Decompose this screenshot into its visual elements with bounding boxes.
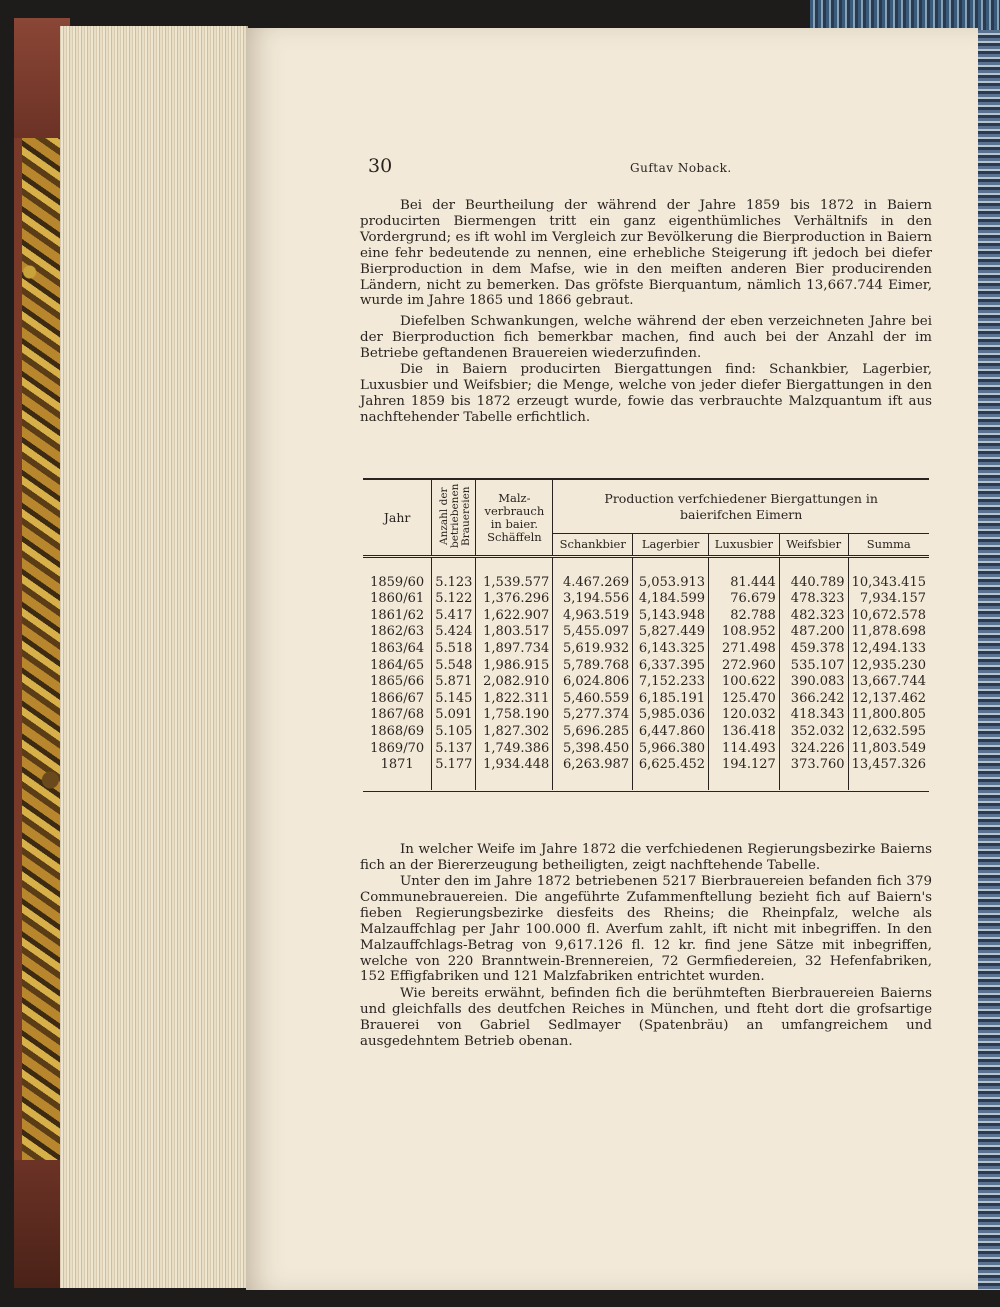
paragraph-3: Die in Baiern producirten Biergattungen find: Schankbier, Lagerbier, Luxusbier und Weifsbier; die Menge, welche von jeder diefer Biergattungen in den Jahren 1859 bis 1872 erzeugt wurde, fowie das verbrauchte Malzquantum ift aus nachftehender Tabelle erfichtlich. bbox=[360, 362, 932, 425]
table-cell: 1864/65 bbox=[363, 658, 432, 675]
table-cell: 5,143.948 bbox=[633, 608, 709, 625]
table-cell: 81.444 bbox=[709, 575, 780, 592]
table-cell: 1869/70 bbox=[363, 741, 432, 758]
table-cell: 2,082.910 bbox=[476, 674, 553, 691]
table-cell: 5.417 bbox=[432, 608, 476, 625]
table-row bbox=[363, 707, 929, 724]
table-cell: 11,800.805 bbox=[851, 707, 926, 723]
table-cell: 7,152.233 bbox=[633, 674, 709, 691]
table-cell: 1,897.734 bbox=[476, 641, 553, 658]
table-cell: 324.226 bbox=[779, 741, 848, 758]
table-cell: 12,632.595 bbox=[851, 723, 926, 739]
header-production: Production verfchiedener Biergattungen in baierifchen Eimern bbox=[553, 480, 929, 534]
table-row bbox=[363, 691, 929, 708]
page-stack-edge bbox=[60, 26, 248, 1288]
table-cell: 5,619.932 bbox=[553, 641, 633, 658]
table-cell: 373.760 bbox=[779, 757, 848, 774]
table-cell: 5.122 bbox=[432, 591, 476, 608]
header-summa: Summa bbox=[848, 534, 929, 557]
header-malz: Malz-verbrauch in baier. Schäffeln bbox=[476, 480, 553, 557]
paragraph-5: Unter den im Jahre 1872 betriebenen 5217 Bierbrauereien befanden fich 379 Communebrauereien. Die angeführte Zufammenftellung bezieht fich auf Baiern's fieben Regierungsbezirke diesfeits des Rheins; die Rheinpfalz, welche als Malzauffchlag per Jahr 100.000 fl. Averfum zahlt, ift nicht mit inbegriffen. In den Malzauffchlags-Betrag von 9,617.126 fl. 12 kr. find jene Sätze mit inbegriffen, welche von 220 Branntwein-Brennereien, 72 Germfiedereien, 32 Hefenfabriken, 152 Effigfabriken und 121 Malzfabriken entrichtet wurden. bbox=[360, 874, 932, 985]
table-row bbox=[363, 757, 929, 774]
table-spacer bbox=[363, 557, 929, 575]
table-cell: 6,625.452 bbox=[633, 757, 709, 774]
table-cell: 5.424 bbox=[432, 624, 476, 641]
table-cell: 5,053.913 bbox=[633, 575, 709, 592]
table-cell: 13,667.744 bbox=[851, 674, 926, 690]
paragraph-1: Bei der Beurtheilung der während der Jahre 1859 bis 1872 in Baiern producirten Biermengen tritt ein ganz eigenthümliches Verhältnifs in den Vordergrund; es ift wohl im Vergleich zur Bevölkerung die Bierproduction in Baiern eine fehr bedeutende zu nennen, eine erhebliche Steigerung ift jedoch bei diefer Bierproduction in dem Mafse, wie in den meiften anderen Bier producirenden Ländern, nicht zu bemerken. Das gröfste Bierquantum, nämlich 13,667.744 Eimer, wurde im Jahre 1865 und 1866 gebraut. bbox=[360, 198, 932, 309]
table-cell: 6,337.395 bbox=[633, 658, 709, 675]
table-cell: 5.091 bbox=[432, 707, 476, 724]
table-filler bbox=[363, 774, 929, 791]
table-cell: 5,966.380 bbox=[633, 741, 709, 758]
paragraph-6: Wie bereits erwähnt, befinden fich die berühmteften Bierbrauereien Baierns und gleichfalls des deutfchen Reiches in München, und fteht dort die grofsartige Brauerei von Gabriel Sedlmayer (Spatenbräu) an umfangreichem und ausgedehntem Betrieb obenan. bbox=[360, 986, 932, 1049]
table-cell: 1865/66 bbox=[363, 674, 432, 691]
table-cell: 478.323 bbox=[779, 591, 848, 608]
header-anzahl: Anzahl der betriebenen Brauereien bbox=[432, 480, 476, 557]
table-cell: 76.679 bbox=[709, 591, 780, 608]
table-cell: 12,137.462 bbox=[851, 690, 926, 706]
table-cell: 5,277.374 bbox=[553, 707, 633, 724]
table-cell: 108.952 bbox=[709, 624, 780, 641]
table-cell: 5,455.097 bbox=[553, 624, 633, 641]
table-cell: 125.470 bbox=[709, 691, 780, 708]
table-cell: 5.123 bbox=[432, 575, 476, 592]
table-cell: 10,672.578 bbox=[851, 607, 926, 623]
table-cell: 366.242 bbox=[779, 691, 848, 708]
table-cell: 12,494.133 bbox=[851, 640, 926, 656]
table-cell: 6,185.191 bbox=[633, 691, 709, 708]
paragraph-2: Diefelben Schwankungen, welche während der eben verzeichneten Jahre bei der Bierproduction fich bemerkbar machen, find auch bei der Anzahl der im Betriebe geftandenen Brauereien wiederzufinden. bbox=[360, 314, 932, 361]
book-edge-right bbox=[975, 30, 1000, 1290]
table-cell: 5.518 bbox=[432, 641, 476, 658]
beer-production-table bbox=[363, 480, 929, 790]
table-cell: 3,194.556 bbox=[553, 591, 633, 608]
table-cell: 5.145 bbox=[432, 691, 476, 708]
table-cell: 6,143.325 bbox=[633, 641, 709, 658]
header-schankbier: Schankbier bbox=[553, 534, 633, 557]
table-cell: 1861/62 bbox=[363, 608, 432, 625]
table-body bbox=[363, 557, 929, 791]
table-cell: 6,024.806 bbox=[553, 674, 633, 691]
table-cell: 5,398.450 bbox=[553, 741, 633, 758]
table-cell: 5.105 bbox=[432, 724, 476, 741]
table-cell: 6,263.987 bbox=[553, 757, 633, 774]
table-cell: 1,539.577 bbox=[476, 575, 553, 592]
table-cell: 1,986.915 bbox=[476, 658, 553, 675]
table-cell: 194.127 bbox=[709, 757, 780, 774]
table-cell: 12,935.230 bbox=[851, 657, 926, 673]
table-cell: 271.498 bbox=[709, 641, 780, 658]
table-cell: 1871 bbox=[363, 757, 432, 774]
table-row bbox=[363, 724, 929, 741]
table-cell: 136.418 bbox=[709, 724, 780, 741]
table-row bbox=[363, 658, 929, 675]
table-row bbox=[363, 608, 929, 625]
table-cell: 5.871 bbox=[432, 674, 476, 691]
table-cell: 1863/64 bbox=[363, 641, 432, 658]
table-cell: 5,460.559 bbox=[553, 691, 633, 708]
table-cell: 120.032 bbox=[709, 707, 780, 724]
header-jahr: Jahr bbox=[363, 480, 432, 557]
table-row bbox=[363, 641, 929, 658]
table-cell: 1,827.302 bbox=[476, 724, 553, 741]
header-weissbier: Weifsbier bbox=[779, 534, 848, 557]
table-cell: 1,376.296 bbox=[476, 591, 553, 608]
table-cell: 5,985.036 bbox=[633, 707, 709, 724]
table-cell: 4,963.519 bbox=[553, 608, 633, 625]
table-cell: 1868/69 bbox=[363, 724, 432, 741]
table-cell: 535.107 bbox=[779, 658, 848, 675]
page-number: 30 bbox=[368, 155, 393, 177]
paragraph-4: In welcher Weife im Jahre 1872 die verfchiedenen Regierungsbezirke Baierns fich an der Biererzeugung betheiligten, zeigt nachftehende Tabelle. bbox=[360, 842, 932, 873]
table-cell: 1859/60 bbox=[363, 575, 432, 592]
table-cell: 418.343 bbox=[779, 707, 848, 724]
table-cell: 13,457.326 bbox=[851, 757, 926, 773]
table-cell: 1866/67 bbox=[363, 691, 432, 708]
book-cover-edge bbox=[14, 18, 22, 1288]
table-row bbox=[363, 674, 929, 691]
table-cell: 1,758.190 bbox=[476, 707, 553, 724]
table-cell: 1,822.311 bbox=[476, 691, 553, 708]
table-cell: 272.960 bbox=[709, 658, 780, 675]
table-row bbox=[363, 575, 929, 592]
table-cell: 4,184.599 bbox=[633, 591, 709, 608]
running-header bbox=[360, 155, 940, 185]
table-cell: 7,934.157 bbox=[859, 591, 926, 607]
running-head-author: Guftav Noback. bbox=[630, 161, 732, 175]
table-cell: 82.788 bbox=[709, 608, 780, 625]
table-cell: 459.378 bbox=[779, 641, 848, 658]
table-cell: 482.323 bbox=[779, 608, 848, 625]
table-cell: 1,803.517 bbox=[476, 624, 553, 641]
header-lagerbier: Lagerbier bbox=[633, 534, 709, 557]
table-cell: 6,447.860 bbox=[633, 724, 709, 741]
table-cell: 5,696.285 bbox=[553, 724, 633, 741]
table-row bbox=[363, 591, 929, 608]
header-luxusbier: Luxusbier bbox=[709, 534, 780, 557]
table-cell: 5,827.449 bbox=[633, 624, 709, 641]
table-cell: 114.493 bbox=[709, 741, 780, 758]
table-cell: 100.622 bbox=[709, 674, 780, 691]
table-cell: 440.789 bbox=[779, 575, 848, 592]
table-cell: 1,622.907 bbox=[476, 608, 553, 625]
table-cell: 11,803.549 bbox=[851, 740, 926, 756]
table-cell: 5.177 bbox=[432, 757, 476, 774]
table-cell: 487.200 bbox=[779, 624, 848, 641]
table-cell: 1,749.386 bbox=[476, 741, 553, 758]
table-cell: 11,878.698 bbox=[851, 624, 926, 640]
table-cell: 4.467.269 bbox=[553, 575, 633, 592]
table-cell: 1867/68 bbox=[363, 707, 432, 724]
table-row bbox=[363, 624, 929, 641]
table-cell: 1,934.448 bbox=[476, 757, 553, 774]
table-cell: 5.137 bbox=[432, 741, 476, 758]
table-cell: 10,343.415 bbox=[851, 574, 926, 590]
table-cell: 390.083 bbox=[779, 674, 848, 691]
table-cell: 5,789.768 bbox=[553, 658, 633, 675]
table-cell: 352.032 bbox=[779, 724, 848, 741]
table-cell: 5.548 bbox=[432, 658, 476, 675]
table-cell: 1862/63 bbox=[363, 624, 432, 641]
table-cell: 1860/61 bbox=[363, 591, 432, 608]
table-row bbox=[363, 741, 929, 758]
